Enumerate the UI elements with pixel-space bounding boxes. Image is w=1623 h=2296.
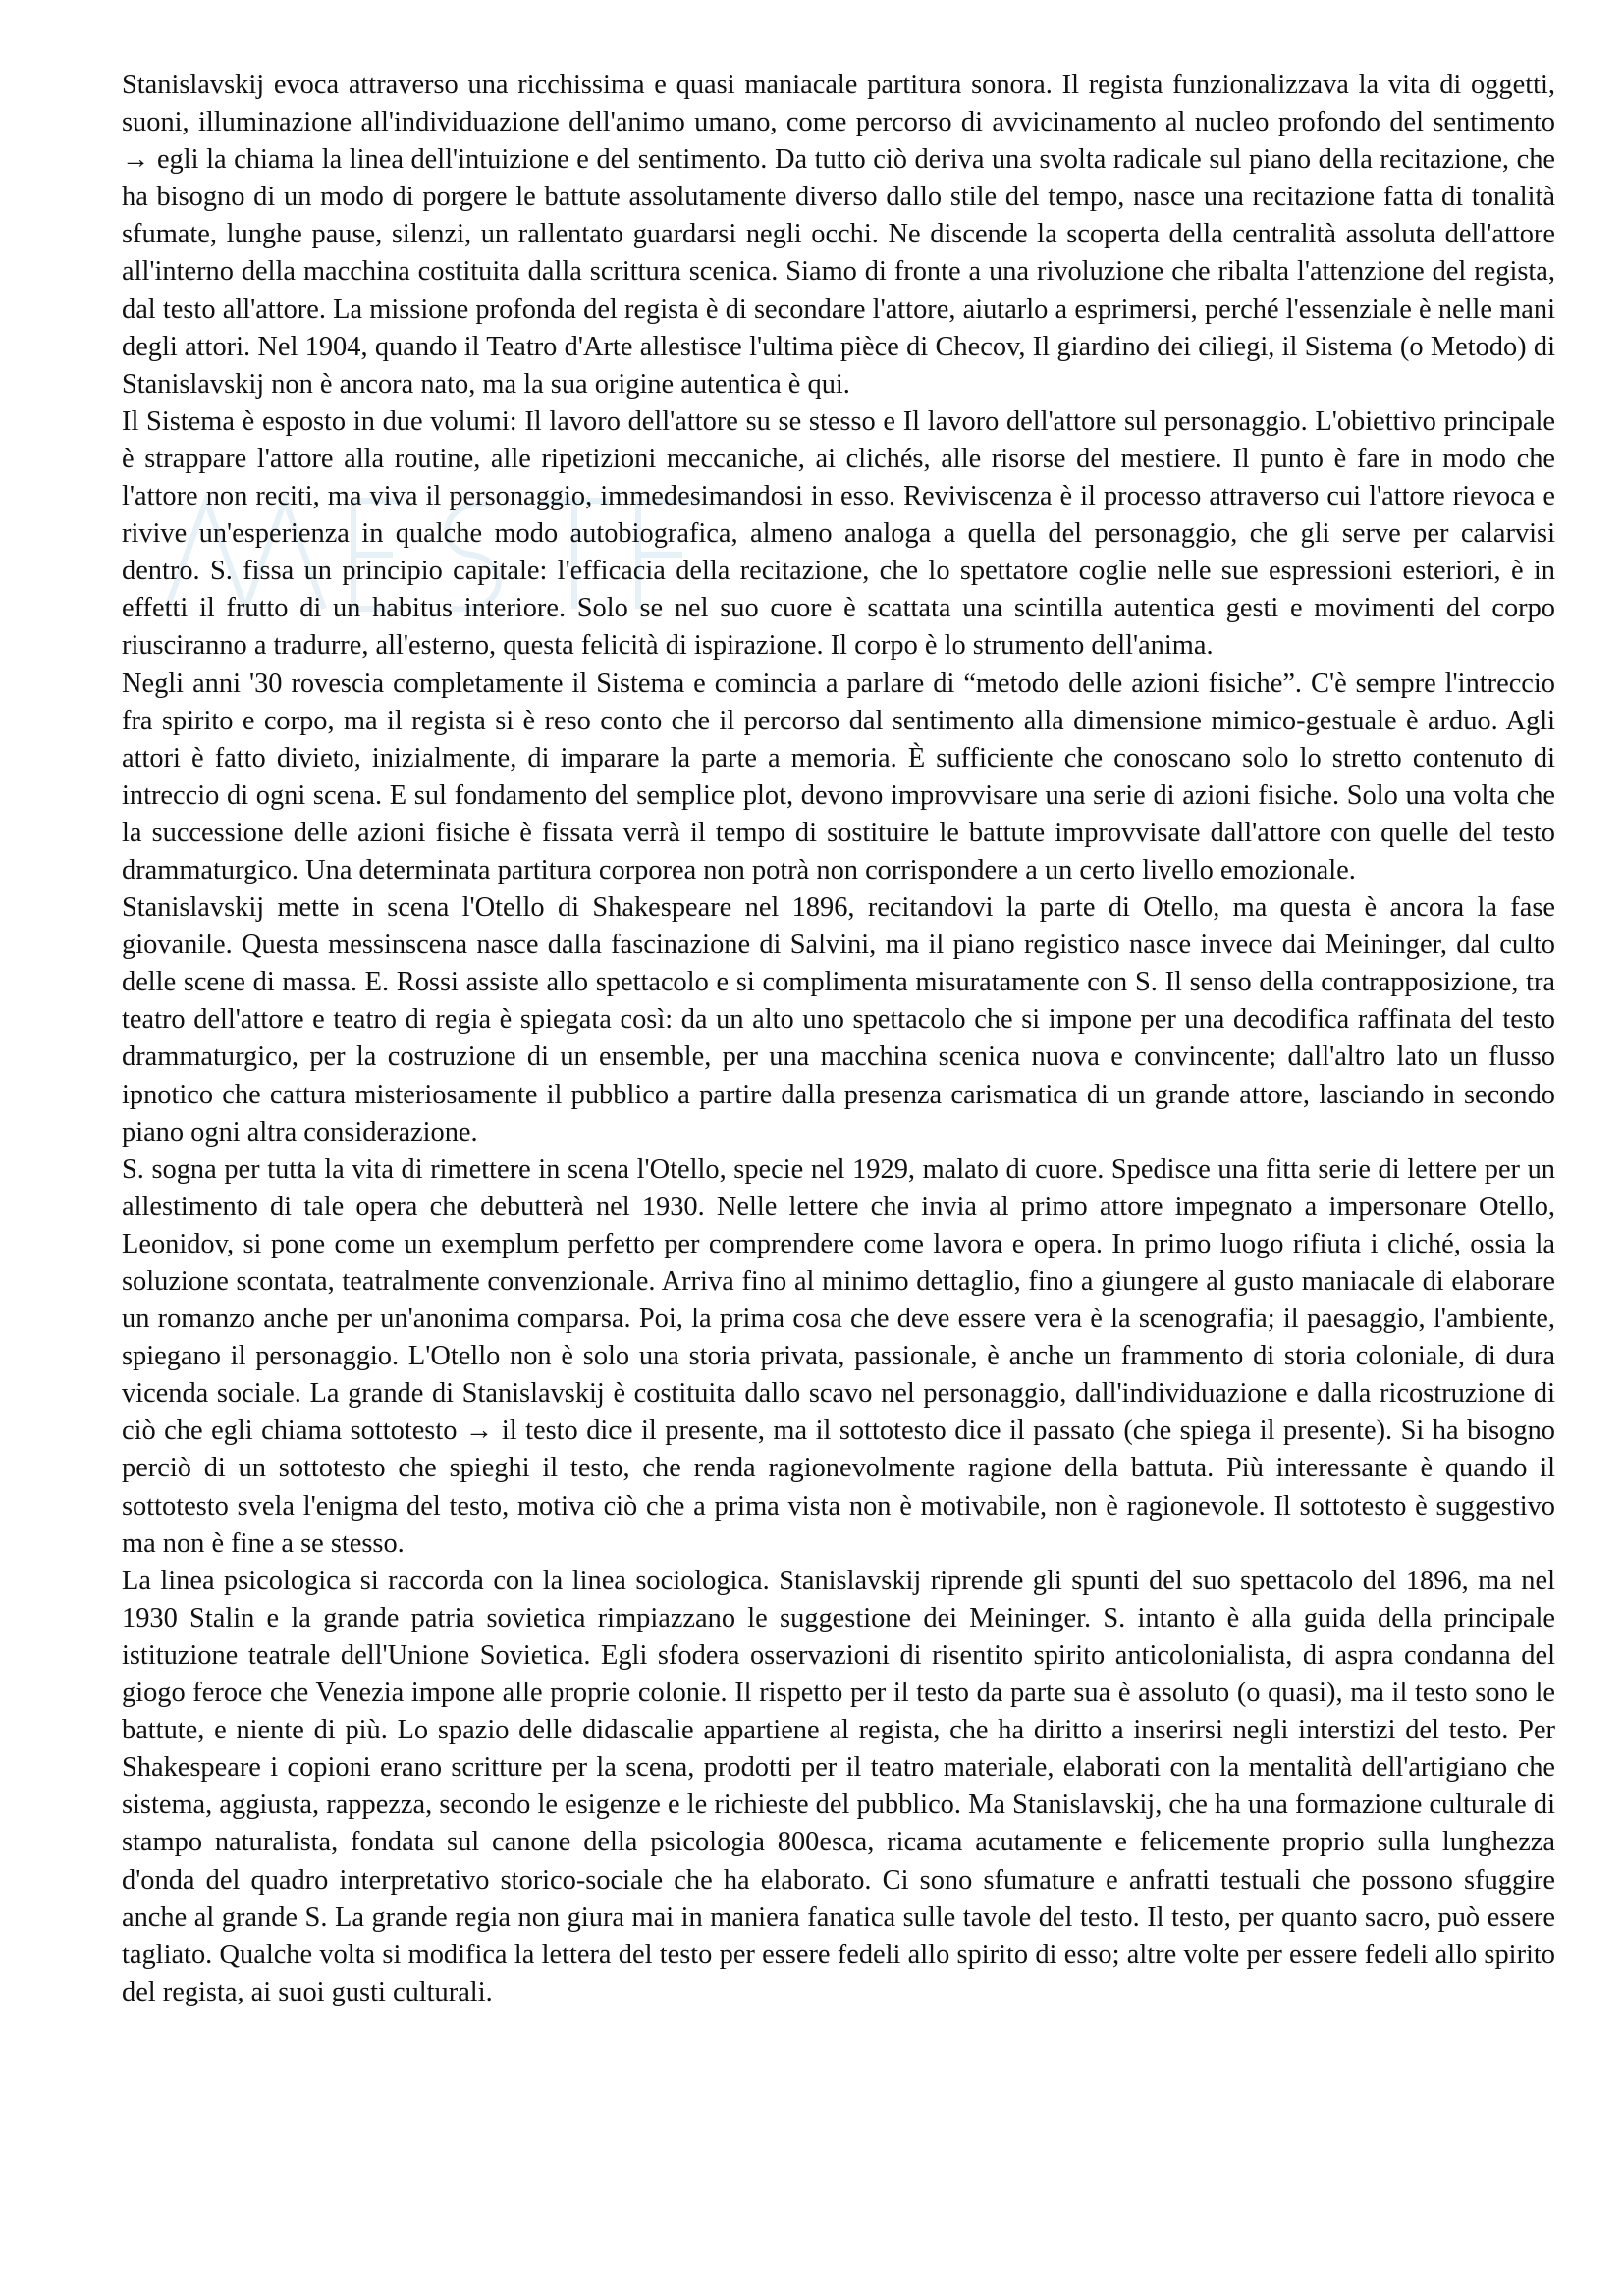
paragraph-6: La linea psicologica si raccorda con la linea sociologica. Stanislavskij riprende gli spunti del suo spettacolo del 1896, ma nel 1930 Stalin e la grande patria sovietica rimpiazzano le suggestione dei Meininger. S. intanto è alla guida della principale istituzione teatrale dell'Unione Sovietica. Egli sfodera osservazioni di risentito spirito anticolonialista, di aspra condanna del giogo feroce che Venezia impone alle proprie colonie. Il rispetto per il testo da parte sua è assoluto (o quasi), ma il testo sono le battute, e niente di più. Lo spazio delle didascalie appartiene al regista, che ha diritto a inserirsi negli interstizi del testo. Per Shakespeare i copioni erano scritture per la scena, prodotti per il teatro materiale, elaborati con la mentalità dell'artigiano che sistema, aggiusta, rappezza, secondo le esigenze e le richieste del pubblico. Ma Stanislavskij, che ha una formazione culturale di stampo naturalista, fondata sul canone della psicologia 800esca, ricama acutamente e felicemente proprio sulla lunghezza d'onda del quadro interpretativo storico-sociale che ha elaborato. Ci sono sfumature e anfratti testuali che possono sfuggire anche al grande S. La grande regia non giura mai in maniera fanatica sulle tavole del testo. Il testo, per quanto sacro, può essere tagliato. Qualche volta si modifica la lettera del testo per essere fedeli allo spirito di esso; altre volte per essere fedeli allo spirito del regista, ai suoi gusti culturali. bbox=[122, 1565, 1555, 2007]
paragraph-1: Stanislavskij evoca attraverso una ricchissima e quasi maniacale partitura sonora. Il regista funzionalizzava la vita di oggetti, suoni, illuminazione all'individuazione dell'animo umano, come percorso di avvicinamento al nucleo profondo del sentimento → egli la chiama la linea dell'intuizione e del sentimento. Da tutto ciò deriva una svolta radicale sul piano della recitazione, che ha bisogno di un modo di porgere le battute assolutamente diverso dallo stile del tempo, nasce una recitazione fatta di tonalità sfumate, lunghe pause, silenzi, un rallentato guardarsi negli occhi. Ne discende la scoperta della centralità assoluta dell'attore all'interno della macchina costituita dalla scrittura scenica. Siamo di fronte a una rivoluzione che ribalta l'attenzione del regista, dal testo all'attore. La missione profonda del regista è di secondare l'attore, aiutarlo a esprimersi, perché l'essenziale è nelle mani degli attori. Nel 1904, quando il Teatro d'Arte allestisce l'ultima pièce di Checov, Il giardino dei ciliegi, il Sistema (o Metodo) di Stanislavskij non è ancora nato, ma la sua origine autentica è qui. bbox=[122, 70, 1555, 400]
paragraph-3: Negli anni '30 rovescia completamente il Sistema e comincia a parlare di “metodo delle azioni fisiche”. C'è sempre l'intreccio fra spirito e corpo, ma il regista si è reso conto che il percorso dal sentimento alla dimensione mimico-gestuale è arduo. Agli attori è fatto divieto, inizialmente, di imparare la parte a memoria. È sufficiente che conoscano solo lo stretto contenuto di intreccio di ogni scena. E sul fondamento del semplice plot, devono improvvisare una serie di azioni fisiche. Solo una volta che la successione delle azioni fisiche è fissata verrà il tempo di sostituire le battute improvvisate dall'attore con quelle del testo drammaturgico. Una determinata partitura corporea non potrà non corrispondere a un certo livello emozionale. bbox=[122, 667, 1555, 885]
paragraph-5: S. sogna per tutta la vita di rimettere in scena l'Otello, specie nel 1929, malato di cuore. Spedisce una fitta serie di lettere per un allestimento di tale opera che debutterà nel 1930. Nelle lettere che invia al primo attore impegnato a impersonare Otello, Leonidov, si pone come un exemplum perfetto per comprendere come lavora e opera. In primo luogo rifiuta i cliché, ossia la soluzione scontata, teatralmente convenzionale. Arriva fino al minimo dettaglio, fino a giungere al gusto maniacale di elaborare un romanzo anche per un'anonima comparsa. Poi, la prima cosa che deve essere vera è la scenografia; il paesaggio, l'ambiente, spiegano il personaggio. L'Otello non è solo una storia privata, passionale, è anche un frammento di storia coloniale, di dura vicenda sociale. La grande di Stanislavskij è costituita dallo scavo nel personaggio, dall'individuazione e dalla ricostruzione di ciò che egli chiama sottotesto → il testo dice il presente, ma il sottotesto dice il passato (che spiega il presente). Si ha bisogno perciò di un sottotesto che spieghi il testo, che renda ragionevolmente ragione della battuta. Più interessante è quando il sottotesto svela l'enigma del testo, motiva ciò che a prima vista non è motivabile, non è ragionevole. Il sottotesto è suggestivo ma non è fine a se stesso. bbox=[122, 1153, 1555, 1559]
paragraph-2: Il Sistema è esposto in due volumi: Il lavoro dell'attore su se stesso e Il lavoro dell'attore sul personaggio. L'obiettivo principale è strappare l'attore alla routine, alle ripetizioni meccaniche, ai clichés, alle risorse del mestiere. Il punto è fare in modo che l'attore non reciti, ma viva il personaggio, immedesimandosi in esso. Reviviscenza è il processo attraverso cui l'attore rievoca e rivive un'esperienza in qualche modo autobiografica, almeno analoga a quella del personaggio, che gli serve per calarvisi dentro. S. fissa un principio capitale: l'efficacia della recitazione, che lo spettatore coglie nelle sue espressioni esteriori, è in effetti il frutto di un habitus interiore. Solo se nel suo cuore è scattata una scintilla autentica gesti e movimenti del corpo riusciranno a tradurre, all'esterno, questa felicità di ispirazione. Il corpo è lo strumento dell'anima. bbox=[122, 405, 1555, 662]
paragraph-4: Stanislavskij mette in scena l'Otello di Shakespeare nel 1896, recitandovi la parte di Otello, ma questa è ancora la fase giovanile. Questa messinscena nasce dalla fascinazione di Salvini, ma il piano registico nasce invece dai Meininger, dal culto delle scene di massa. E. Rossi assiste allo spettacolo e si complimenta misuratamente con S. Il senso della contrapposizione, tra teatro dell'attore e teatro di regia è spiegata così: da un alto uno spettacolo che si impone per una decodifica raffinata del testo drammaturgico, per la costruzione di un ensemble, per una macchina scenica nuova e convincente; dall'altro lato un flusso ipnotico che cattura misteriosamente il pubblico a partire dalla presenza carismatica di un grande attore, lasciando in secondo piano ogni altra considerazione. bbox=[122, 892, 1555, 1148]
document-text bbox=[122, 67, 1555, 2011]
